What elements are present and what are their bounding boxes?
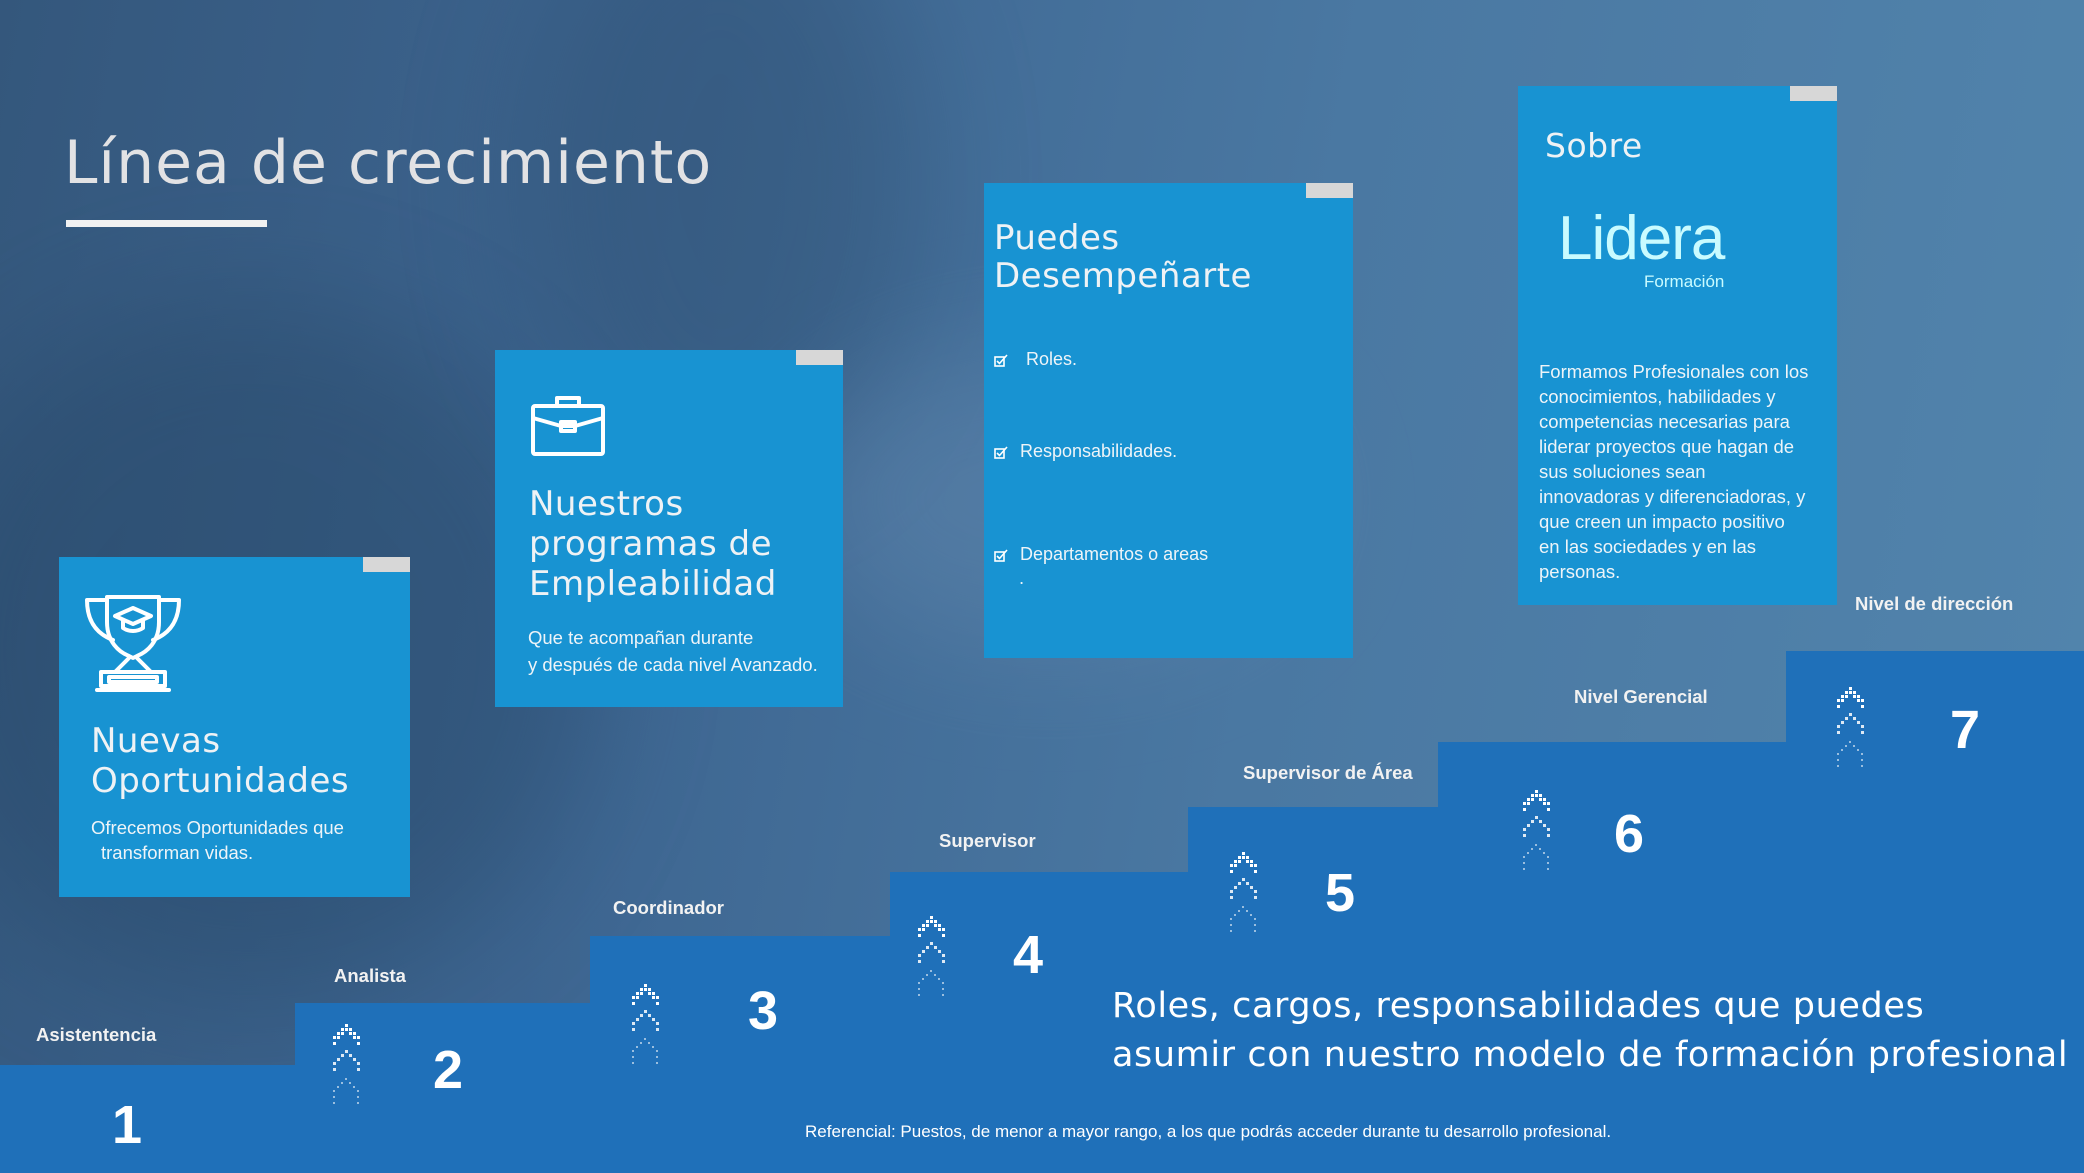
step-number: 1 <box>112 1095 143 1155</box>
dotted-up-arrow-icon <box>628 984 664 1068</box>
step-label: Supervisor <box>939 830 1036 851</box>
list-item: Departamentos o areas <box>994 544 1208 565</box>
title-underline <box>66 220 267 227</box>
caption: Roles, cargos, responsabilidades que puedes asumir con nuestro modelo de formación profesional <box>1112 986 2069 1075</box>
step-label: Asistentencia <box>36 1024 157 1045</box>
dotted-up-arrow-icon <box>1226 852 1262 936</box>
card-tab <box>363 557 410 572</box>
page-title: Línea de crecimiento <box>64 128 713 198</box>
step-number: 2 <box>433 1040 464 1100</box>
briefcase-icon <box>531 394 605 456</box>
list-item: Roles. <box>994 349 1077 370</box>
card-opportunities <box>59 557 410 897</box>
dotted-up-arrow-icon <box>914 916 950 1000</box>
step-number: 3 <box>748 981 779 1041</box>
footer-note: Referencial: Puestos, de menor a mayor rango, a los que podrás acceder durante tu desarrollo profesional. <box>805 1122 1612 1141</box>
dotted-up-arrow-icon <box>329 1024 365 1108</box>
card-tab <box>1790 86 1837 101</box>
card-description: Ofrecemos Oportunidades que transforman vidas. <box>91 817 344 863</box>
step-label: Coordinador <box>613 897 724 918</box>
trailing-dot: . <box>1019 567 1025 588</box>
logo-text: Lidera <box>1558 204 1725 273</box>
card-employability <box>495 350 843 707</box>
step-label: Nivel de dirección <box>1855 593 2014 614</box>
step-label: Supervisor de Área <box>1243 762 1413 783</box>
step-number: 7 <box>1950 700 1981 760</box>
step-label: Analista <box>334 965 406 986</box>
card-tab <box>796 350 843 365</box>
step-number: 4 <box>1013 925 1044 985</box>
step-number: 6 <box>1614 804 1645 864</box>
step-number: 5 <box>1325 863 1356 923</box>
list-item: Responsabilidades. <box>994 441 1177 462</box>
card-heading: Puedes Desempeñarte <box>994 218 1252 296</box>
card-heading: Nuevas Oportunidades <box>91 721 350 801</box>
logo-subtext: Formación <box>1644 272 1725 291</box>
dotted-up-arrow-icon <box>1519 790 1555 874</box>
dotted-up-arrow-icon <box>1833 687 1869 771</box>
lidera-logo <box>1558 204 1725 292</box>
checkbox-checked-icon <box>994 353 1008 367</box>
card-heading: Sobre <box>1545 126 1643 165</box>
checkbox-checked-icon <box>994 548 1008 562</box>
step-label: Nivel Gerencial <box>1574 686 1708 707</box>
card-description: Que te acompañan durante y después de cada nivel Avanzado. <box>528 627 818 675</box>
checkbox-checked-icon <box>994 445 1008 459</box>
about-description: Formamos Profesionales con los conocimientos, habilidades y competencias necesarias para liderar proyectos que hagan de sus soluciones sean innovadoras y diferenciadoras, y que creen un impacto positivo en las sociedades y en las personas. <box>1539 361 1809 582</box>
step-7 <box>1786 651 2084 1173</box>
card-tab <box>1306 183 1353 198</box>
card-performance <box>984 183 1353 658</box>
step-1 <box>0 1065 300 1173</box>
card-heading: Nuestros programas de Empleabilidad <box>529 484 777 604</box>
trophy-graduation-icon <box>85 592 181 696</box>
